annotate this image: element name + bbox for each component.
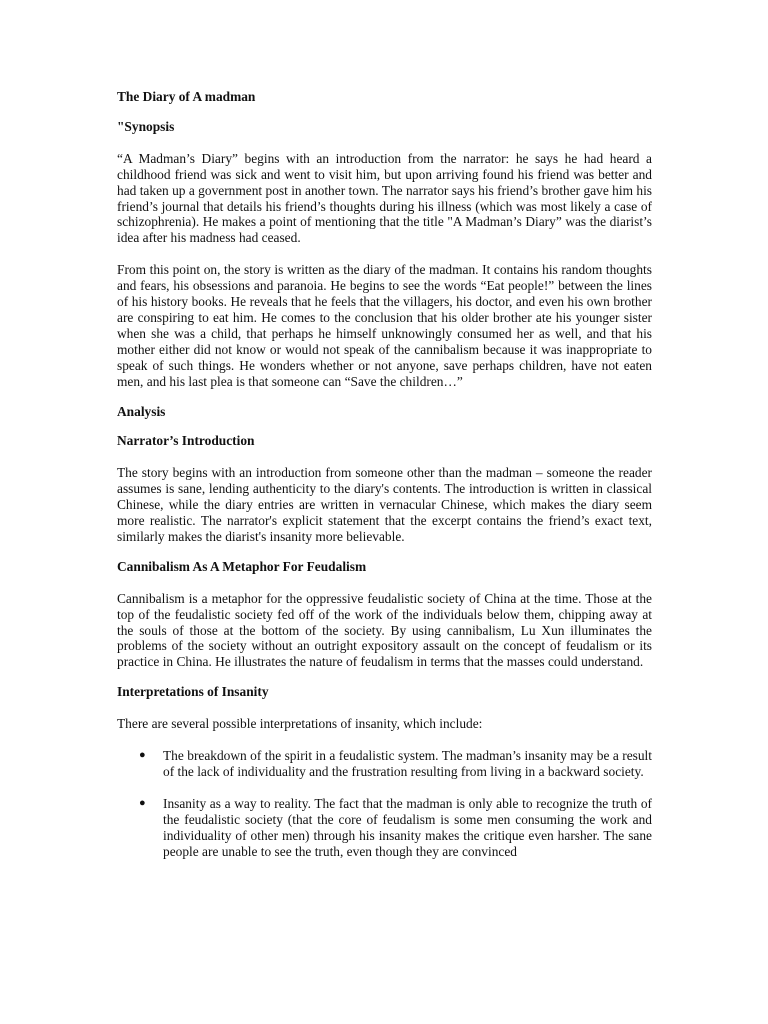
insanity-interpretations-list [117, 748, 652, 859]
cannibalism-heading: Cannibalism As A Metaphor For Feudalism [117, 558, 367, 574]
bullet-icon: ● [139, 749, 146, 762]
document-page [117, 80, 652, 876]
narrator-introduction-heading: Narrator’s Introduction [117, 433, 255, 449]
list-item-text: The breakdown of the spirit in a feudalistic system. The madman’s insanity may be a result of the lack of individuality and the frustration resulting from living in a backward society. [163, 748, 652, 779]
bullet-icon: ● [139, 796, 146, 809]
list-item-text: Insanity as a way to reality. The fact that the madman is only able to recognize the truth of the feudalistic society (that the core of feudalism is some men consuming the work and individuality of other men) through his insanity makes the critique even harsher. The sane people are unable to see the truth, even though they are convinced [163, 795, 652, 859]
synopsis-paragraph-2: From this point on, the story is written as the diary of the madman. It contains his random thoughts and fears, his obsessions and paranoia. He begins to see the words “Eat people!” between the lines of his history books. He reveals that he feels that the villagers, his doctor, and even his own brother are conspiring to eat him. He comes to the conclusion that his older brother ate his younger sister when she was a child, that perhaps he himself unknowingly consumed her as well, and that his mother either did not know or would not speak of the cannibalism because it was inappropriate to speak of such things. He wonders whether or not anyone, save perhaps children, have not eaten men, and his last plea is that someone can “Save the children…” [117, 262, 652, 389]
synopsis-heading: "Synopsis [117, 118, 175, 134]
list-item [117, 796, 652, 860]
list-item [117, 748, 652, 780]
narrator-introduction-paragraph: The story begins with an introduction from someone other than the madman – someone the reader assumes is sane, lending authenticity to the diary's contents. The introduction is written in classical Chinese, while the diary entries are written in vernacular Chinese, which makes the diary seem more realistic. The narrator's explicit statement that the excerpt contains the friend’s exact text, similarly makes the diarist's insanity more believable. [117, 465, 652, 544]
insanity-heading: Interpretations of Insanity [117, 684, 269, 700]
cannibalism-paragraph: Cannibalism is a metaphor for the oppressive feudalistic society of China at the time. Those at the top of the feudalistic society fed off of the work of the individuals below them, chipping away at the souls of those at the bottom of the society. By using cannibalism, Lu Xun illuminates the problems of the society without an outright expository assault on the concept of feudalism or its practice in China. He illustrates the nature of feudalism in terms that the masses could understand. [117, 590, 652, 670]
insanity-intro: There are several possible interpretations of insanity, which include: [117, 716, 483, 732]
document-title: The Diary of A madman [117, 89, 256, 104]
synopsis-paragraph-1: “A Madman’s Diary” begins with an introduction from the narrator: he says he had heard a childhood friend was sick and went to visit him, but upon arriving found his friend was better and had taken up a government post in another town. The narrator says his friend’s brother gave him his friend’s journal that details his friend’s thoughts during his illness (which was most likely a case of schizophrenia). He makes a point of mentioning that the title "A Madman’s Diary” was the diarist’s idea after his madness had ceased. [117, 150, 652, 246]
analysis-heading: Analysis [117, 403, 166, 419]
